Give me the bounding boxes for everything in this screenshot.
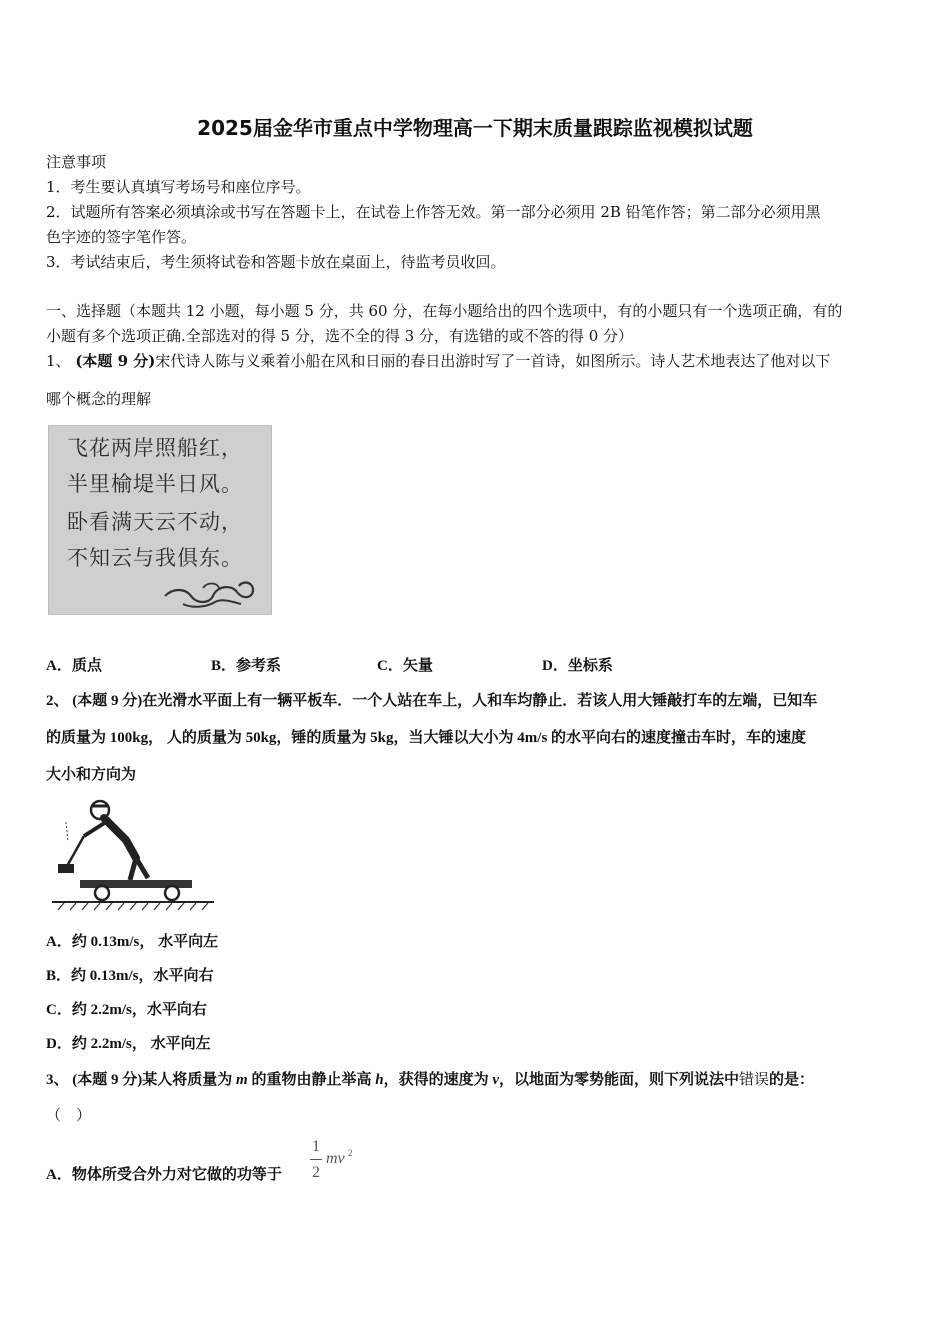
question-text: 宋代诗人陈与义乘着小船在风和日丽的春日出游时写了一首诗，如图所示。诗人艺术地表达了他对以下 (155, 352, 831, 370)
option-b[interactable]: B．约 0.13m/s，水平向右 (46, 968, 214, 984)
question-text: 的质量为 100kg， 人的质量为 50kg，锤的质量为 5kg，当大锤以大小为 4m/s 的水平向右的速度撞击车时，车的速度 (46, 730, 807, 746)
formula-half-mv-squared: 1 2 mv 2 (312, 1138, 353, 1181)
answer-paren: （ ） (46, 1106, 92, 1124)
question-tag: (本题 9 分) (75, 352, 156, 370)
question-text: 大小和方向为 (46, 767, 137, 783)
question-1 (46, 350, 830, 372)
fraction-bar (310, 1159, 322, 1160)
option-a[interactable]: A．约 0.13m/s， 水平向左 (46, 934, 219, 950)
notes-item: 色字迹的签字笔作答。 (46, 228, 197, 246)
poem-line: 半里榆堤半日风。 (67, 472, 243, 496)
option-c[interactable]: C．矢量 (377, 658, 433, 674)
notes-item: 3．考试结束后，考生须将试卷和答题卡放在桌面上，待监考员收回。 (46, 253, 506, 271)
option-d[interactable]: D．约 2.2m/s， 水平向左 (46, 1036, 211, 1052)
poem-line: 飞花两岸照船红， (67, 436, 243, 460)
notes-item: 2．试题所有答案必须填涂或书写在答题卡上，在试卷上作答无效。第一部分必须用 2B 铅笔作答；第二部分必须用黑 (46, 203, 821, 221)
question-number: 2、 (46, 693, 69, 709)
page-title: 2025届金华市重点中学物理高一下期末质量跟踪监视模拟试题 (197, 116, 753, 140)
option-b[interactable]: B．参考系 (211, 658, 282, 674)
cart-hammer-figure (44, 792, 219, 912)
question-text: 哪个概念的理解 (46, 390, 152, 408)
section-instructions: 一、选择题（本题共 12 小题，每小题 5 分，共 60 分，在每小题给出的四个选项中，有的小题只有一个选项正确，有的 (46, 302, 843, 320)
section-instructions: 小题有多个选项正确.全部选对的得 5 分，选不全的得 3 分，有选错的或不答的得 0 分） (46, 327, 634, 345)
option-a[interactable]: A．物体所受合外力对它做的功等于 (46, 1167, 282, 1183)
cloud-icon (159, 574, 259, 610)
emphasis-word: 错误 (739, 1070, 770, 1088)
poem-line: 不知云与我俱东。 (67, 546, 243, 570)
question-3: 3、 (本题 9 分)某人将质量为 m 的重物由静止举高 h，获得的速度为 v，以地面为零势能面，则下列说法中错误的是： (46, 1070, 815, 1088)
notes-item: 1．考生要认真填写考场号和座位序号。 (46, 178, 311, 196)
question-tag: (本题 9 分) (72, 1072, 143, 1088)
option-c[interactable]: C．约 2.2m/s，水平向右 (46, 1002, 207, 1018)
option-a[interactable]: A．质点 (46, 658, 102, 674)
question-2 (46, 690, 817, 712)
notes-heading: 注意事项 (46, 153, 107, 171)
poem-line: 卧看满天云不动， (67, 510, 243, 534)
option-d[interactable]: D．坐标系 (542, 658, 613, 674)
question-tag: (本题 9 分) (72, 693, 143, 709)
question-number: 1、 (46, 352, 71, 370)
poem-image (48, 425, 272, 615)
question-text: 在光滑水平面上有一辆平板车．一个人站在车上，人和车均静止．若该人用大锤敲打车的左端，已知车 (142, 693, 818, 709)
question-number: 3、 (46, 1072, 69, 1088)
